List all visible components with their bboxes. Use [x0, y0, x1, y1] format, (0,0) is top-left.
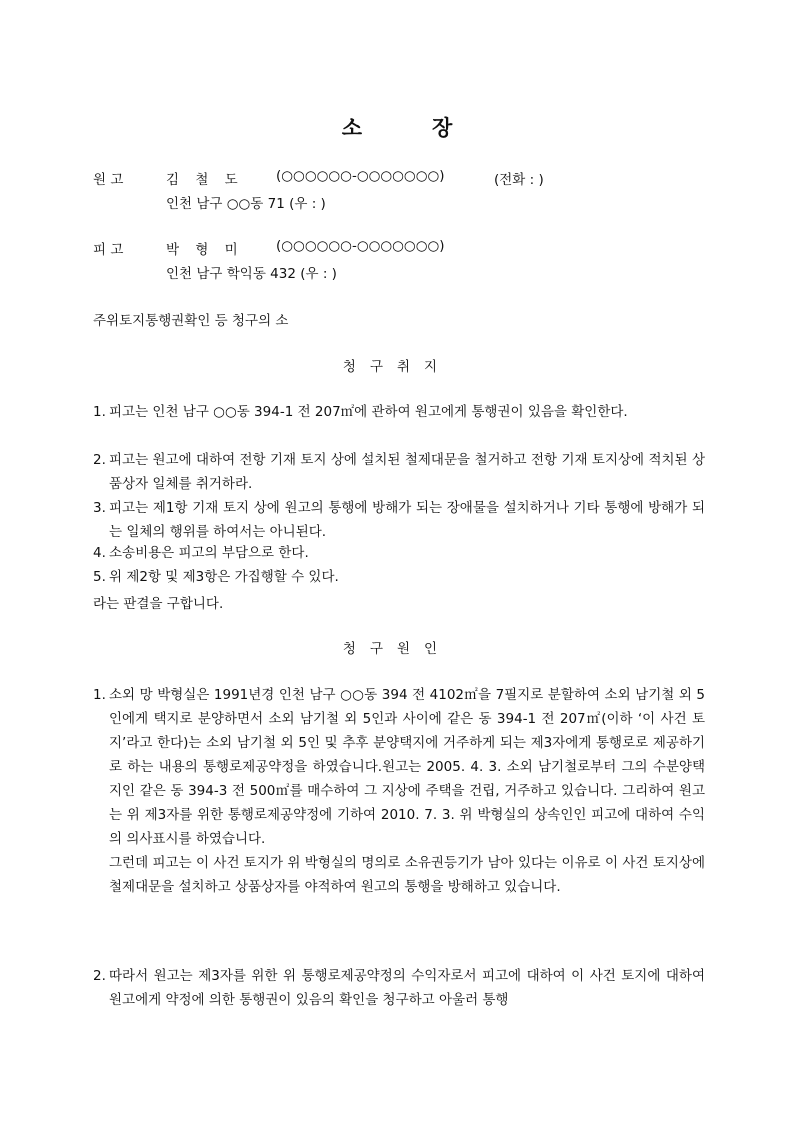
item-text: 피고는 제1항 기재 토지 상에 원고의 통행에 방해가 되는 장애물을 설치하거나 기타 통행에 방해가 되는 일체의 행위를 하여서는 아니된다. — [109, 500, 705, 540]
list-item — [93, 565, 705, 589]
list-item — [93, 400, 705, 424]
plaintiff-role: 원 고 — [93, 172, 124, 188]
item-number: 1. — [93, 404, 106, 420]
document-title — [0, 112, 794, 142]
claim-closing: 라는 판결을 구합니다. — [93, 596, 224, 612]
item-text — [109, 964, 705, 1012]
item-text: 피고는 인천 남구 ○○동 394-1 전 207㎡에 관하여 원고에게 통행권이 있음을 확인한다. — [109, 404, 628, 420]
defendant-name: 박 형 미 — [166, 242, 238, 258]
item-number: 5. — [93, 569, 106, 585]
list-item — [93, 683, 705, 899]
plaintiff-address: 인천 남구 ○○동 71 (우 : ) — [166, 196, 326, 212]
claim-purpose-heading: 청구취지 — [342, 359, 452, 375]
title-char-2: 장 — [432, 116, 453, 140]
list-item — [93, 964, 705, 1012]
defendant-address: 인천 남구 학익동 432 (우 : ) — [166, 266, 337, 282]
item-text — [109, 683, 705, 899]
item-number: 3. — [93, 500, 106, 516]
list-item — [93, 448, 705, 496]
plaintiff-rrn: (○○○○○○-○○○○○○○) — [276, 168, 445, 184]
defendant-role: 피 고 — [93, 242, 124, 258]
title-char-1: 소 — [341, 116, 362, 140]
cause-paragraph-3: 따라서 원고는 제3자를 위한 위 통행로제공약정의 수익자로서 피고에 대하여 이 사건 토지에 대하여 원고에게 약정에 의한 통행권이 있음의 확인을 청구하고 아울러 통행 — [109, 968, 705, 1008]
plaintiff-phone: (전화 : ) — [494, 172, 544, 188]
item-number: 2. — [93, 452, 106, 468]
item-number: 2. — [93, 968, 106, 984]
cause-paragraph-1: 소외 망 박형실은 1991년경 인천 남구 ○○동 394 전 4102㎡을 7필지로 분할하여 소외 남기철 외 5인에게 택지로 분양하면서 소외 남기철 외 5인과 사이에 같은 동 394-1 전 207㎡(이하 ‘이 사건 토지’라고 한다)는 소외 남기철 외 5인 및 추후 분양택지에 거주하게 되는 제3자에게 통행로로 제공하기로 하는 내용의 통행로제공약정을 하였습니다.원고는 2005. 4. 3. 소외 남기철로부터 그의 수분양택지인 같은 동 394-3 전 500㎡를 매수하여 그 지상에 주택을 건립, 거주하고 있습니다. 그리하여 원고는 위 제3자를 위한 통행로제공약정에 기하여 2010. 7. 3. 위 박형실의 상속인인 피고에 대하여 수익의 의사표시를 하였습니다. — [109, 687, 705, 847]
item-number: 4. — [93, 545, 106, 561]
case-name: 주위토지통행권확인 등 청구의 소 — [93, 313, 289, 329]
item-number: 1. — [93, 687, 106, 703]
plaintiff-name: 김 철 도 — [166, 172, 238, 188]
item-text: 위 제2항 및 제3항은 가집행할 수 있다. — [109, 569, 339, 585]
item-text: 소송비용은 피고의 부담으로 한다. — [109, 545, 309, 561]
defendant-rrn: (○○○○○○-○○○○○○○) — [276, 238, 445, 254]
cause-paragraph-2: 그런데 피고는 이 사건 토지가 위 박형실의 명의로 소유권등기가 남아 있다는 이유로 이 사건 토지상에 철제대문을 설치하고 상품상자를 야적하여 원고의 통행을 방해하고 있습니다. — [109, 855, 705, 895]
list-item — [93, 496, 705, 544]
claim-cause-heading: 청구원인 — [342, 641, 452, 657]
item-text: 피고는 원고에 대하여 전항 기재 토지 상에 설치된 철제대문을 철거하고 전항 기재 토지상에 적치된 상품상자 일체를 취거하라. — [109, 452, 705, 492]
list-item — [93, 541, 705, 565]
